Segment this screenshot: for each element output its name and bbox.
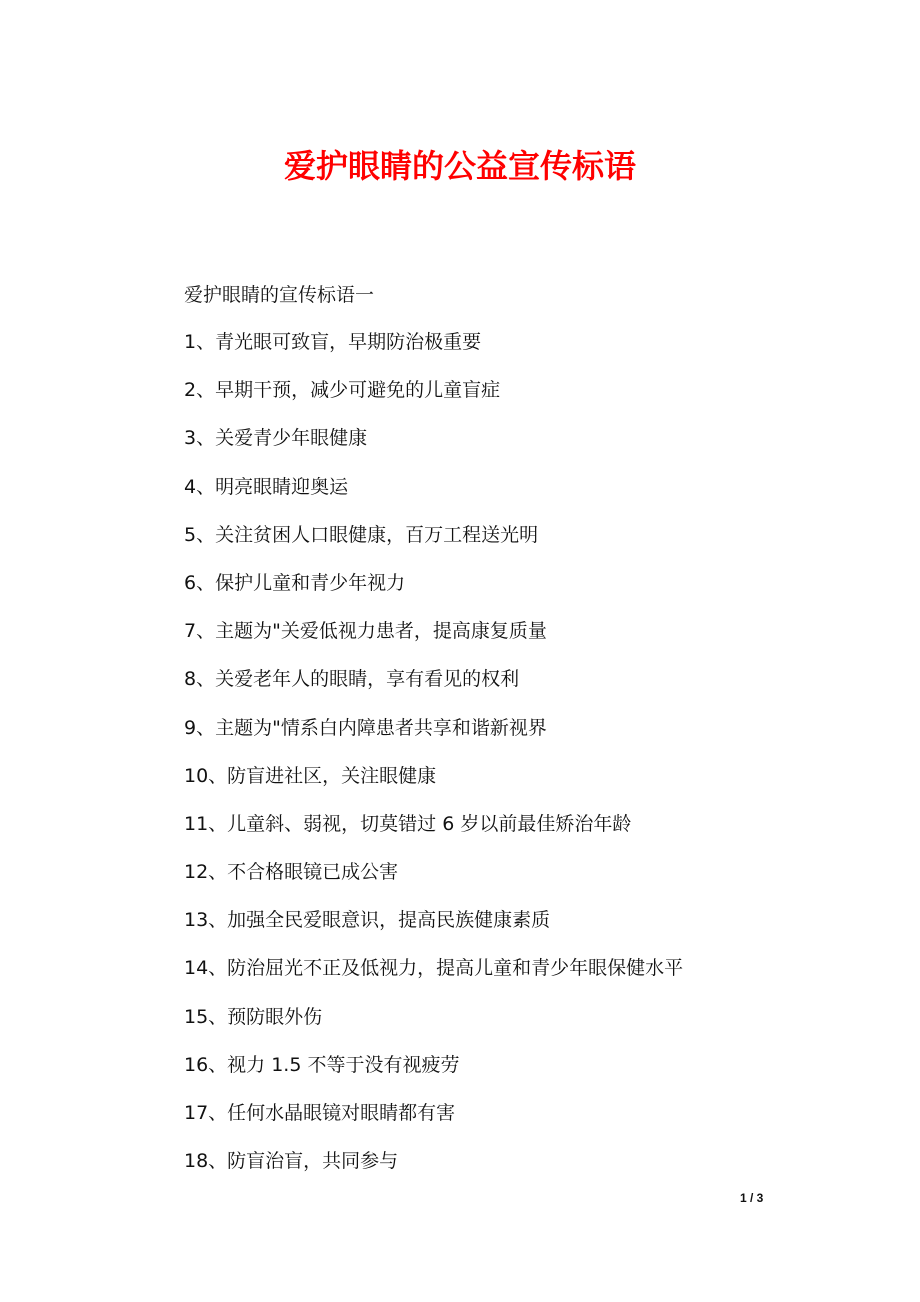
list-item: 6、保护儿童和青少年视力 [184,571,406,594]
list-item: 17、任何水晶眼镜对眼睛都有害 [184,1102,456,1124]
list-item: 2、早期干预，减少可避免的儿童盲症 [184,379,501,402]
page-number: 1 / 3 [740,1191,764,1205]
slogan-list [184,327,683,1194]
list-item: 5、关注贫困人口眼健康，百万工程送光明 [184,523,539,546]
list-item: 1、青光眼可致盲，早期防治极重要 [184,331,482,353]
list-item: 18、防盲治盲，共同参与 [184,1150,399,1173]
list-item: 14、防治屈光不正及低视力，提高儿童和青少年眼保健水平 [184,957,684,980]
list-item: 11、儿童斜、弱视，切莫错过 6 岁以前最佳矫治年龄 [184,812,632,835]
list-item: 16、视力 1.5 不等于没有视疲劳 [184,1053,460,1076]
section-heading: 爱护眼睛的宣传标语一 [184,284,375,306]
list-item: 13、加强全民爱眼意识，提高民族健康素质 [184,909,551,932]
list-item: 8、关爱老年人的眼睛，享有看见的权利 [184,668,520,691]
list-item: 15、预防眼外伤 [184,1005,323,1028]
list-item: 3、关爱青少年眼健康 [184,427,368,450]
list-item: 4、明亮眼睛迎奥运 [184,475,349,498]
list-item: 9、主题为"情系白内障患者共享和谐新视界 [184,716,547,739]
document-title: 爱护眼睛的公益宣传标语 [283,147,636,185]
list-item: 10、防盲进社区，关注眼健康 [184,764,437,787]
list-item: 7、主题为"关爱低视力患者，提高康复质量 [184,620,547,643]
list-item: 12、不合格眼镜已成公害 [184,861,399,884]
